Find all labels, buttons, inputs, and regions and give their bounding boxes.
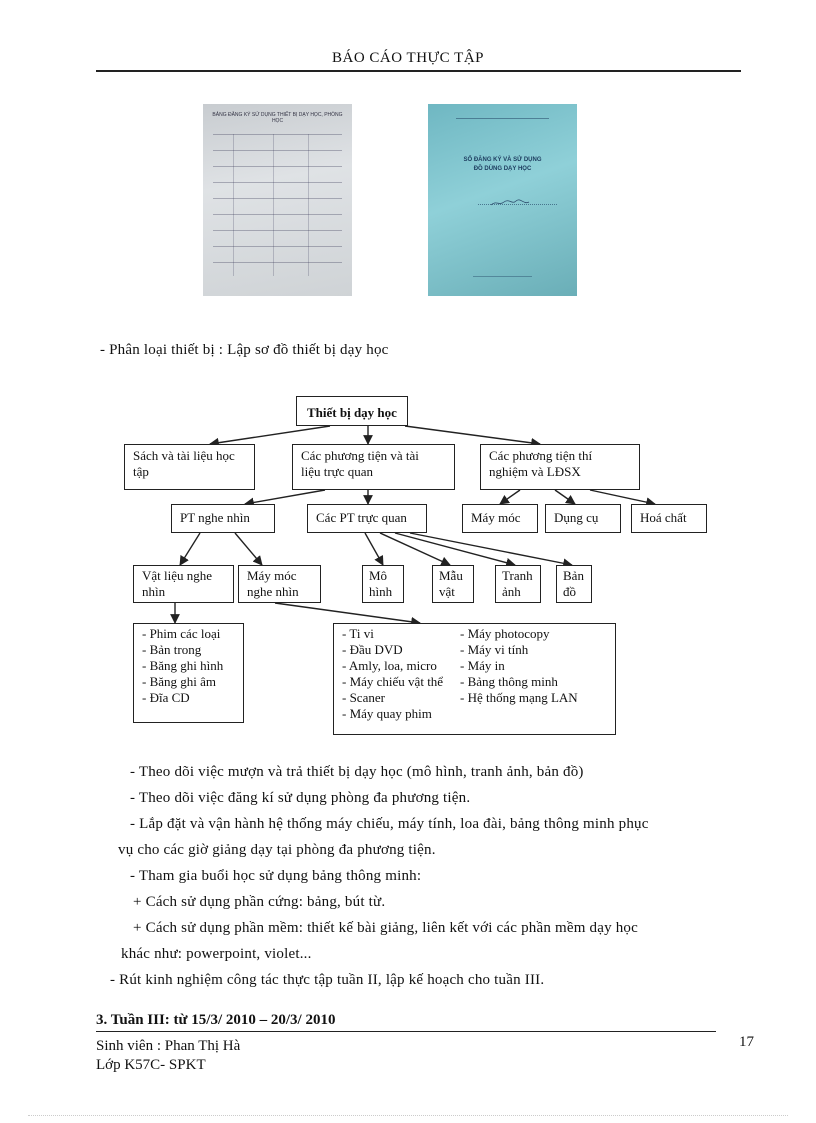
materials-item: - Băng ghi âm [142,674,217,689]
box-av-materials-line1: Vật liệu nghe [142,568,213,583]
arrow-exp-tools [555,490,575,504]
arrow-root-books [210,426,330,444]
machines-item: - Hệ thống mạng LAN [460,690,578,705]
diagram-box-chemicals: Hoá chất [631,504,707,533]
machines-item: - Bảng thông minh [460,674,558,689]
arrow-visual-av [245,490,325,504]
box-experiment-line2: nghiệm và LĐSX [489,464,581,479]
box-books-line2: tập [133,464,149,479]
box-specimens-line1: Mẫu [439,568,463,583]
materials-item: - Băng ghi hình [142,658,224,673]
arrow-exp-chemicals [590,490,655,504]
footer-student: Sinh viên : Phan Thị Hà [96,1038,241,1054]
materials-item: - Bản trong [142,642,202,657]
machines-item: - Scaner [342,690,385,705]
arrow-aids-models [365,533,383,565]
photo-register-book [428,104,577,296]
box-models-line1: Mô [369,568,388,583]
diagram-box-maps [556,565,592,603]
box-visual-line1: Các phương tiện và tài [301,448,419,463]
box-maps-line2: đồ [563,584,576,599]
diagram-box-visual-aids: Các PT trực quan [307,504,427,533]
body-line: khác như: powerpoint, violet... [121,946,312,962]
footer-rule [96,1031,716,1032]
bottom-dotted-border [28,1115,788,1116]
header-rule [96,70,741,72]
box-books-line1: Sách và tài liệu học [133,448,235,463]
body-line: - Lắp đặt và vận hành hệ thống máy chiếu, máy tính, loa đài, bảng thông minh phục [130,816,649,832]
box-maps-line1: Bản [563,568,584,583]
diagram-box-books [124,444,255,490]
diagram-box-machines: Máy móc [462,504,538,533]
diagram-box-tools: Dụng cụ [545,504,621,533]
body-line: + Cách sử dụng phần mềm: thiết kế bài giảng, liên kết với các phần mềm dạy học [133,920,638,936]
body-line: - Rút kinh nghiệm công tác thực tập tuần II, lập kế hoạch cho tuần III. [110,972,545,988]
arrow-av-machines [235,533,262,565]
machines-item: - Máy vi tính [460,642,529,657]
intro-line: - Phân loại thiết bị : Lập sơ đồ thiết bị dạy học [100,342,389,358]
photo-form-column [308,134,309,276]
diagram-box-visual [292,444,455,490]
body-line: vụ cho các giờ giảng dạy tại phòng đa phương tiện. [118,842,436,858]
arrow-aids-specimens [380,533,450,565]
diagram-box-audio-visual: PT nghe nhìn [171,504,275,533]
arrow-aids-pictures [395,533,515,565]
cover-year-rule [473,276,532,277]
body-line: + Cách sử dụng phần cứng: bảng, bút từ. [133,894,386,910]
box-av-materials-line2: nhìn [142,584,166,599]
box-visual-line2: liệu trực quan [301,464,374,479]
diagram-box-machines-list [333,623,616,735]
cover-title [438,156,567,174]
diagram-box-specimens [432,565,474,603]
machines-item: - Ti vi [342,626,374,641]
body-line: - Tham gia buổi học sử dụng bảng thông minh: [130,868,422,884]
box-av-machines-line2: nghe nhìn [247,584,299,599]
box-specimens-line2: vật [439,584,455,599]
photo-form-column [233,134,234,276]
machines-item: - Máy chiếu vật thể [342,674,444,689]
box-av-machines-line1: Máy móc [247,568,297,583]
machines-item: - Máy in [460,658,505,673]
diagram-root-box: Thiết bị dạy học [296,396,408,426]
machines-item: - Máy quay phim [342,706,432,721]
footer-class: Lớp K57C- SPKT [96,1057,206,1073]
materials-item: - Phim các loại [142,626,221,641]
box-experiment-line1: Các phương tiện thí [489,448,593,463]
arrow-aids-maps [410,533,572,565]
machines-item: - Amly, loa, micro [342,658,437,673]
diagram-box-av-machines [238,565,321,603]
machines-list-right-column [460,626,578,706]
arrow-av-materials [180,533,200,565]
box-pictures-line1: Tranh [502,568,533,583]
arrow-machines-list [275,603,420,623]
diagram-box-experiment [480,444,640,490]
cover-signature-icon [490,194,530,202]
photo-form-heading: BẢNG ĐĂNG KÝ SỬ DỤNG THIẾT BỊ DẠY HỌC, PHÒNG HỌC [212,112,343,124]
photo-register-form [203,104,352,296]
body-line: - Theo dõi việc đăng kí sử dụng phòng đa phương tiện. [130,790,471,806]
machines-list-left-column [342,626,443,722]
machines-item: - Đầu DVD [342,642,403,657]
body-line: - Theo dõi việc mượn và trả thiết bị dạy học (mô hình, tranh ảnh, bản đồ) [130,764,584,780]
arrow-exp-machines [500,490,520,504]
machines-item: - Máy photocopy [460,626,550,641]
box-pictures-line2: ảnh [502,584,521,599]
diagram-box-pictures [495,565,541,603]
page-header-title: BÁO CÁO THỰC TẬP [331,50,485,66]
box-models-line2: hình [369,584,393,599]
photo-form-column [273,134,274,276]
diagram-box-materials-list [133,623,244,723]
materials-item: - Đĩa CD [142,690,190,705]
diagram-box-models [362,565,404,603]
cover-title-line1: SỔ ĐĂNG KÝ VÀ SỬ DỤNG [463,157,542,163]
arrow-root-experiment [405,426,540,444]
cover-top-rule [456,118,549,119]
section-title: 3. Tuần III: từ 15/3/ 2010 – 20/3/ 2010 [96,1012,336,1028]
page-number: 17 [739,1034,754,1050]
cover-title-line2: ĐỒ DÙNG DẠY HỌC [473,166,532,172]
diagram-box-av-materials [133,565,234,603]
